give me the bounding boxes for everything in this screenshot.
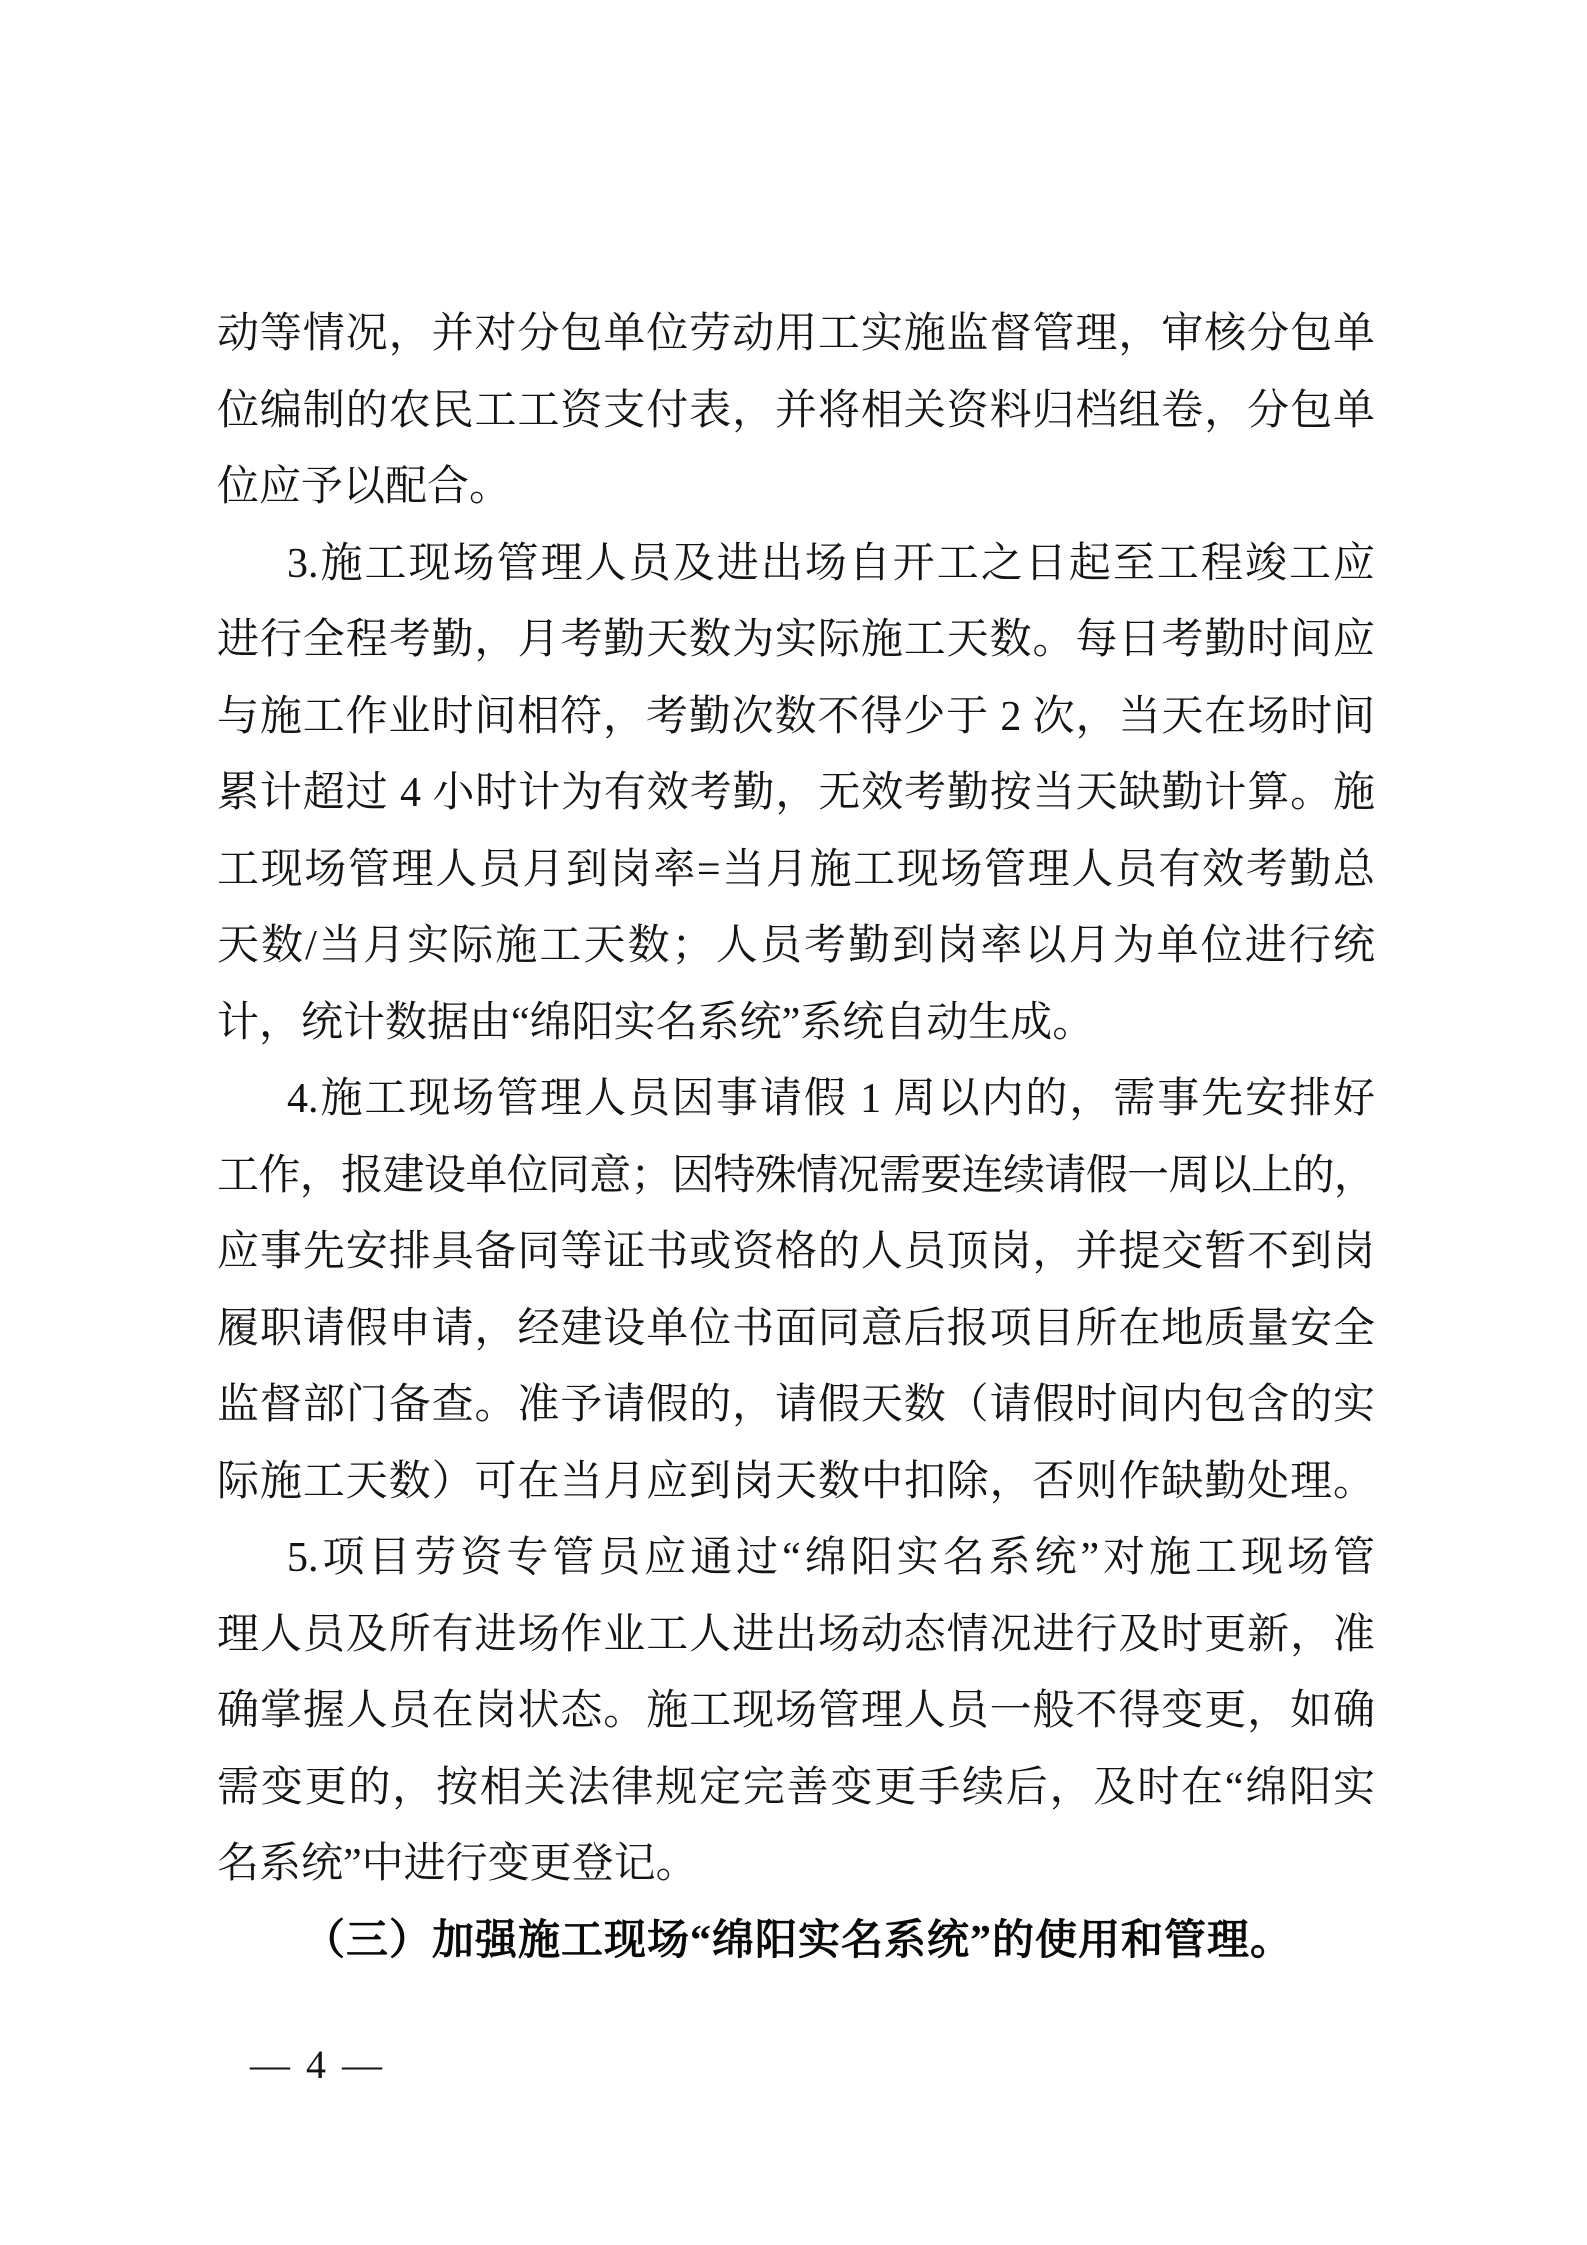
text-line: 计，统计数据由“绵阳实名系统”系统自动生成。 bbox=[217, 999, 1095, 1046]
text-line: 累计超过 4 小时计为有效考勤，无效考勤按当天缺勤计算。施 bbox=[217, 770, 1375, 816]
text-line: 天数/当月实际施工天数；人员考勤到岗率以月为单位进行统 bbox=[217, 923, 1375, 969]
section-heading: （三）加强施工现场“绵阳实名系统”的使用和管理。 bbox=[303, 1917, 1294, 1964]
text-line: 际施工天数）可在当月应到岗天数中扣除，否则作缺勤处理。 bbox=[217, 1458, 1375, 1505]
text-line: 与施工作业时间相符，考勤次数不得少于 2 次，当天在场时间 bbox=[217, 693, 1375, 740]
text-line: 位编制的农民工工资支付表，并将相关资料归档组卷，分包单 bbox=[217, 387, 1375, 434]
document-body bbox=[217, 296, 1375, 1979]
text-line: 需变更的，按相关法律规定完善变更手续后，及时在“绵阳实 bbox=[217, 1764, 1375, 1811]
page-number: — 4 — bbox=[250, 2042, 385, 2087]
text-line: 4.施工现场管理人员因事请假 1 周以内的，需事先安排好 bbox=[287, 1076, 1375, 1122]
text-line: 进行全程考勤，月考勤天数为实际施工天数。每日考勤时间应 bbox=[217, 617, 1375, 663]
text-line: 工作，报建设单位同意；因特殊情况需要连续请假一周以上的， bbox=[217, 1152, 1375, 1199]
text-line: 名系统”中进行变更登记。 bbox=[217, 1841, 698, 1887]
text-line: 应事先安排具备同等证书或资格的人员顶岗，并提交暂不到岗 bbox=[217, 1229, 1375, 1275]
text-line: 动等情况，并对分包单位劳动用工实施监督管理，审核分包单 bbox=[217, 311, 1375, 357]
text-line: 5.项目劳资专管员应通过“绵阳实名系统”对施工现场管 bbox=[287, 1535, 1375, 1581]
text-line: 监督部门备查。准予请假的，请假天数（请假时间内包含的实 bbox=[217, 1382, 1375, 1428]
text-line: 工现场管理人员月到岗率=当月施工现场管理人员有效考勤总 bbox=[217, 846, 1375, 893]
text-line: 理人员及所有进场作业工人进出场动态情况进行及时更新，准 bbox=[217, 1611, 1375, 1658]
text-line: 确掌握人员在岗状态。施工现场管理人员一般不得变更，如确 bbox=[217, 1688, 1375, 1734]
text-line: 位应予以配合。 bbox=[217, 464, 512, 510]
text-line: 履职请假申请，经建设单位书面同意后报项目所在地质量安全 bbox=[217, 1305, 1375, 1352]
text-line: 3.施工现场管理人员及进出场自开工之日起至工程竣工应 bbox=[287, 540, 1375, 587]
